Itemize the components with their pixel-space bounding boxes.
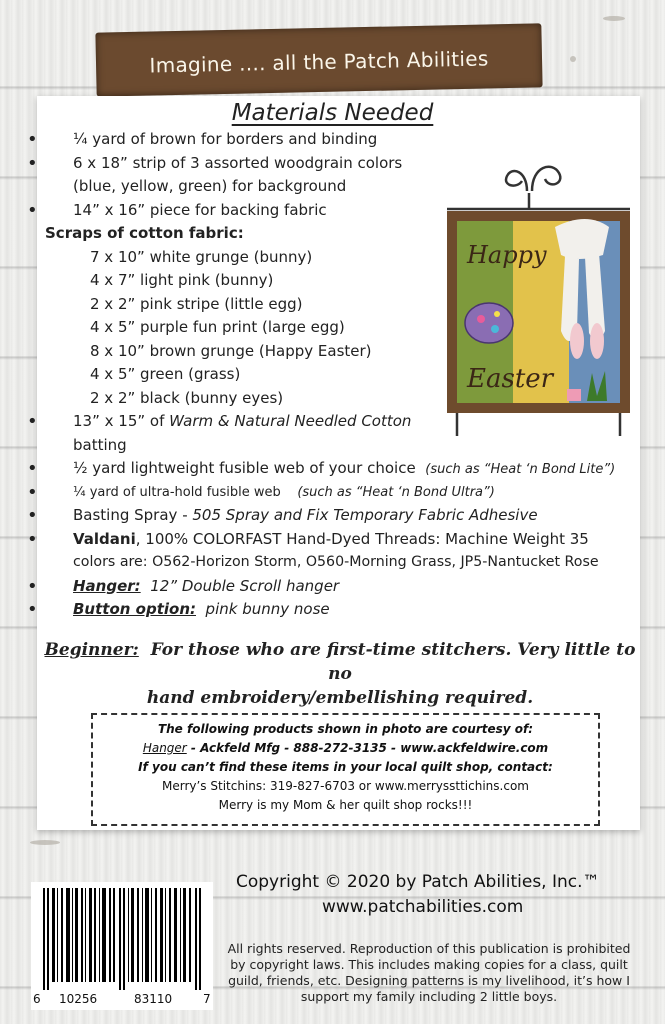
item-text: colors are: O562-Horizon Storm, O560-Morning Grass, JP5-Nantucket Rose	[73, 554, 599, 570]
item-italic: (such as “Heat ‘n Bond Lite”)	[425, 462, 616, 477]
skill-label: Beginner:	[44, 640, 139, 660]
item-text: 6 x 18” strip of 3 assorted woodgrain colors	[73, 153, 403, 172]
wood-knot	[570, 56, 576, 62]
scrap-item: 2 x 2” pink stripe (little egg)	[90, 294, 303, 313]
header-banner	[95, 23, 542, 96]
list-item	[45, 481, 635, 505]
list-item	[45, 457, 635, 481]
list-item	[45, 598, 635, 622]
barcode-digit: 6	[33, 992, 41, 1006]
materials-list	[45, 128, 635, 622]
item-text: 13” x 15” of	[73, 412, 170, 430]
list-item-continuation	[45, 551, 635, 575]
happy-text: Happy	[467, 241, 547, 269]
item-text: Basting Spray -	[73, 506, 193, 524]
scrap-item: 7 x 10” white grunge (bunny)	[90, 247, 313, 266]
item-italic: 505 Spray and Fix Temporary Fabric Adhesive	[192, 506, 538, 524]
scrap-item: 2 x 2” black (bunny eyes)	[90, 388, 284, 407]
scrap-item: 4 x 5” green (grass)	[90, 365, 241, 383]
list-item	[45, 528, 635, 552]
item-italic: Warm & Natural Needled Cotton	[169, 412, 412, 430]
list-item	[45, 575, 635, 599]
item-text: ¼ yard of brown for borders and binding	[73, 130, 378, 148]
scraps-heading: Scraps of cotton fabric:	[45, 224, 244, 242]
list-item-continuation	[45, 434, 635, 458]
website: www.patchabilities.com	[322, 897, 524, 917]
item-label: Button option:	[73, 600, 196, 618]
list-item	[45, 128, 635, 152]
wood-knot	[30, 840, 60, 845]
courtesy-hanger-label: Hanger	[142, 741, 187, 755]
item-text: 14” x 16” piece for backing fabric	[73, 200, 327, 219]
item-italic: pink bunny nose	[205, 600, 330, 618]
banner-text: Imagine .... all the Patch Abilities	[149, 46, 489, 78]
courtesy-text: Merry is my Mom & her quilt shop rocks!!!	[218, 798, 473, 812]
courtesy-hanger-text: - Ackfeld Mfg - 888-272-3135 - www.ackfeldwire.com	[186, 741, 549, 755]
courtesy-box	[91, 713, 600, 826]
item-text: ¼ yard of ultra-hold fusible web	[73, 484, 281, 500]
page-title: Materials Needed	[231, 100, 434, 126]
list-item	[45, 410, 635, 434]
item-text: (blue, yellow, green) for background	[73, 177, 347, 195]
skill-level	[40, 638, 640, 710]
scrap-item: 8 x 10” brown grunge (Happy Easter)	[90, 341, 372, 360]
barcode-digits: 83110	[134, 992, 173, 1006]
easter-text: Easter	[467, 364, 554, 394]
skill-text: hand embroidery/embellishing required.	[146, 688, 534, 708]
list-item	[45, 199, 635, 223]
item-text: batting	[73, 435, 127, 454]
list-item-continuation	[45, 175, 635, 199]
courtesy-heading: The following products shown in photo are courtesy of:	[157, 722, 534, 736]
item-text: , 100% COLORFAST Hand-Dyed Threads: Machine Weight 35	[135, 529, 589, 548]
item-text: ½ yard lightweight fusible web of your choice	[73, 459, 416, 477]
courtesy-text: Merry’s Stitchins: 319-827-6703 or www.merryssttichins.com	[162, 779, 529, 793]
barcode-bars	[39, 888, 205, 990]
list-item	[45, 152, 635, 176]
barcode-digit: 7	[203, 992, 211, 1006]
barcode-digits: 10256	[59, 992, 98, 1006]
item-italic: (such as “Heat ‘n Bond Ultra”)	[297, 484, 495, 500]
barcode	[31, 882, 213, 1010]
copyright: Copyright © 2020 by Patch Abilities, Inc.™	[236, 872, 600, 892]
item-italic: 12” Double Scroll hanger	[150, 576, 340, 595]
skill-text: For those who are first-time stitchers. Very little to no	[150, 640, 636, 684]
rights-notice: All rights reserved. Reproduction of this publication is prohibited by copyright laws. This includes making copies for a class, quilt guild, friends, etc. Designing patterns is my livelihood, it’s how I support my family including 2 little boys.	[227, 941, 631, 1004]
wood-knot	[603, 16, 625, 21]
item-label: Hanger:	[73, 576, 141, 595]
list-item	[45, 504, 635, 528]
scrap-item: 4 x 5” purple fun print (large egg)	[90, 318, 345, 336]
courtesy-text: If you can’t find these items in your local quilt shop, contact:	[138, 760, 553, 774]
item-bold: Valdani	[73, 529, 136, 548]
scrap-item: 4 x 7” light pink (bunny)	[90, 271, 274, 289]
